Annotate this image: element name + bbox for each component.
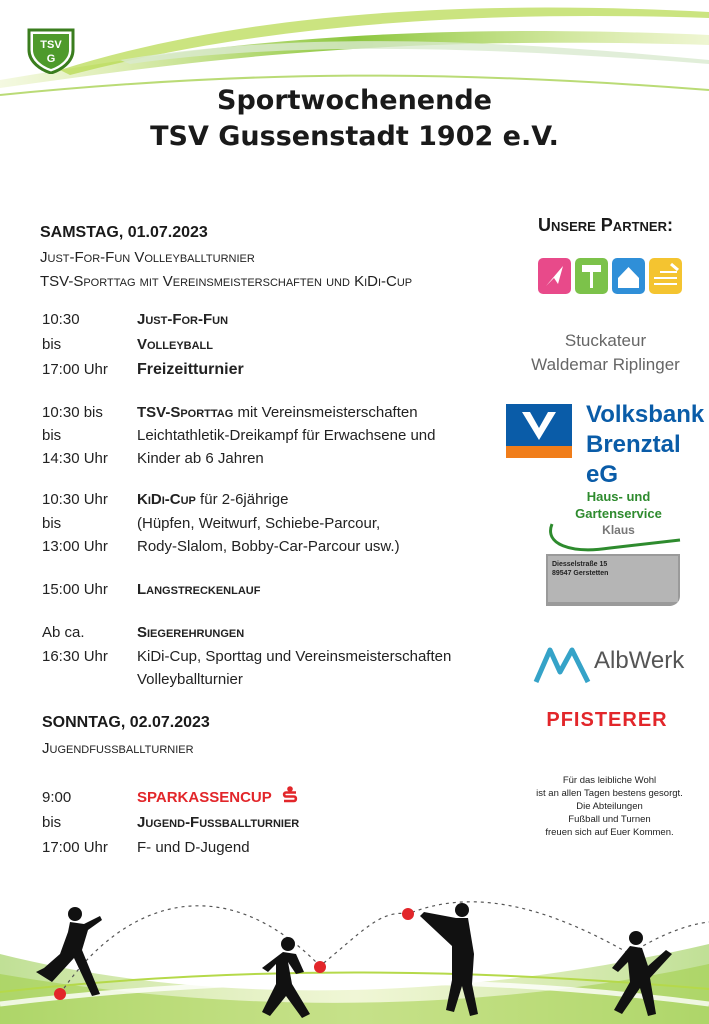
event-title-suffix: für 2-6jährige [195,491,289,508]
gartenservice-line1: Haus- und [586,489,651,504]
event-title-suffix: mit Vereinsmeisterschaften [233,404,418,421]
footnote-line2: ist an allen Tagen bestens gesorgt. [536,788,683,799]
saturday-heading: SAMSTAG, 01.07.2023 [40,224,208,241]
sunday-sub1: Jugendfußballturnier [42,740,194,757]
time-start: 15:00 Uhr [42,581,108,598]
page-title-line1: Sportwochenende [217,85,492,116]
pfisterer-name: PFISTERER [546,709,668,731]
saturday-sub1: Just-For-Fun Volleyballturnier [40,249,255,266]
footnote-line1: Für das leibliche Wohl [562,775,657,786]
time-end: 17:00 Uhr [42,839,108,856]
event-title: Siegerehrungen [137,624,245,641]
footnote-line5: freuen sich auf Euer Kommen. [545,827,674,838]
bottom-athletes-banner [0,854,709,1024]
svg-text:TSV: TSV [40,39,62,51]
gartenservice-line2: Gartenservice [575,506,662,521]
stuckateur-name [508,329,703,377]
time-start: 10:30 bis [42,404,103,421]
gartenservice-name [556,488,681,539]
event-desc-1: KiDi-Cup, Sporttag und Vereinsmeisterschaften [137,648,452,665]
gartenservice-address [552,560,608,578]
time-start: 10:30 [42,311,80,328]
gartenservice-address-1: Diesselstraße 15 [552,561,608,568]
event-desc-1: Leichtathletik-Dreikampf für Erwachsene und [137,427,436,444]
time-end: 16:30 Uhr [42,648,108,665]
volksbank-logo-icon [506,404,572,458]
footnote [522,774,697,839]
event-desc-2: Rody-Slalom, Bobby-Car-Parcour usw.) [137,538,400,555]
footnote-line3: Die Abteilungen [576,801,643,812]
time-bis: bis [42,515,62,532]
stuckateur-line1: Stuckateur [564,331,647,350]
event-title-2: Volleyball [137,336,213,353]
albwerk-name: AlbWerk [594,647,685,674]
time-bis: bis [42,336,62,353]
page-title-line2: TSV Gussenstadt 1902 e.V. [150,121,559,152]
time-bis: bis [42,427,62,444]
stuckateur-line2: Waldemar Riplinger [531,355,680,374]
event-title: Langstreckenlauf [137,581,261,598]
volksbank-line2: Brenztal eG [586,431,681,488]
event-desc-1: (Hüpfen, Weitwurf, Schiebe-Parcour, [137,515,381,532]
volksbank-line1: Volksbank [586,401,705,428]
gartenservice-line3: Klaus [602,523,635,537]
event-desc-2: Volleyballturnier [137,671,243,688]
event-title: Just-For-Fun [137,311,229,328]
event-subtitle: Jugend-Fußballturnier [137,814,300,831]
svg-text:G: G [46,53,56,65]
event-title: KiDi-Cup [137,491,196,508]
event-desc-2: Kinder ab 6 Jahren [137,450,264,467]
time-start: 10:30 Uhr [42,491,108,508]
time-end: 17:00 Uhr [42,361,108,378]
time-start: Ab ca. [42,624,85,641]
volksbank-name [586,400,709,490]
event-subtitle: Freizeitturnier [137,361,244,378]
saturday-sub2: TSV-Sporttag mit Vereinsmeisterschaften und KiDi-Cup [40,273,413,290]
time-end: 13:00 Uhr [42,538,108,555]
tsv-logo [25,26,77,74]
event-desc-1: F- und D-Jugend [137,839,250,856]
sunday-heading: SONNTAG, 02.07.2023 [42,714,210,731]
event-title: TSV-Sporttag [137,404,234,421]
event-title: SPARKASSENCUP [137,789,272,806]
sparkasse-s-icon [282,786,298,806]
footnote-line4: Fußball und Turnen [568,814,651,825]
partners-heading: Unsere Partner: [538,215,673,235]
time-end: 14:30 Uhr [42,450,108,467]
stuckateur-logo-icons [536,256,686,298]
albwerk-logo-icon [532,644,592,684]
time-start: 9:00 [42,789,72,806]
time-bis: bis [42,814,62,831]
gartenservice-address-2: 89547 Gerstetten [552,570,609,577]
